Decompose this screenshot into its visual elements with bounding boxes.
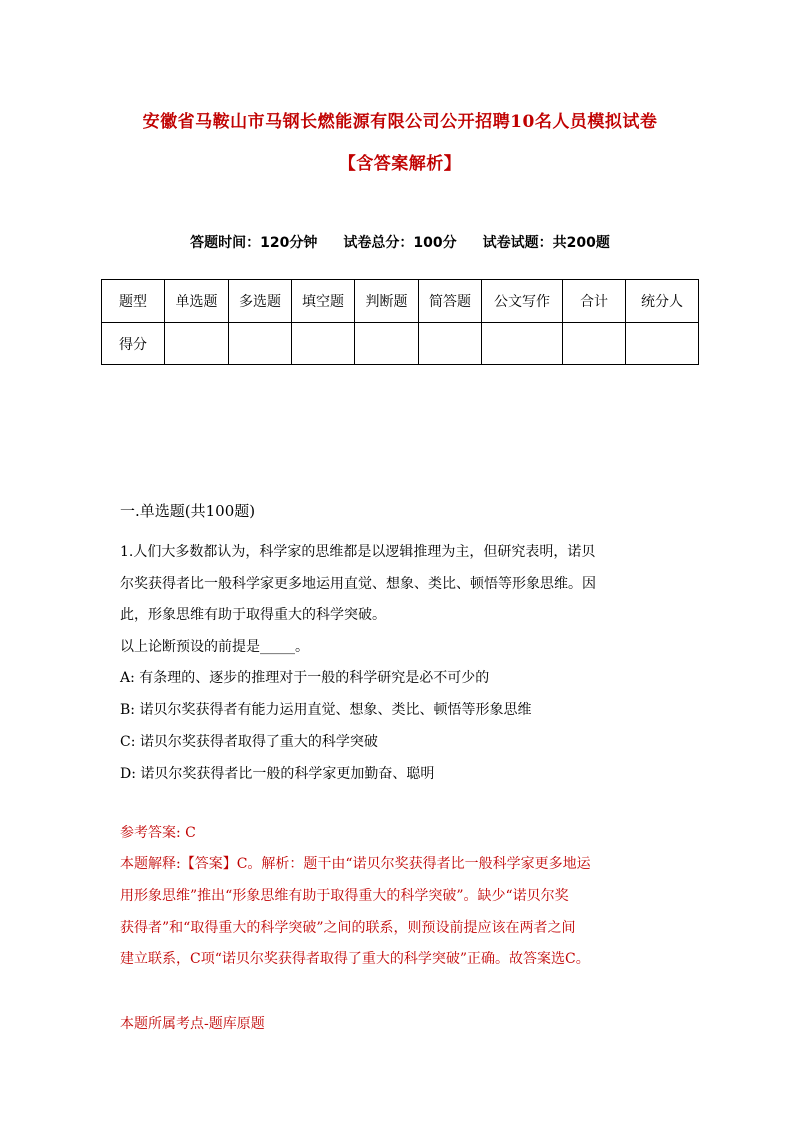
- score-cell: [563, 323, 626, 365]
- score-table: [101, 279, 699, 365]
- score-row-label: 得分: [102, 323, 165, 365]
- score-table-header: 单选题: [165, 280, 229, 323]
- score-table-header-row: [102, 280, 699, 323]
- exam-total-questions: 试卷试题：共200题: [482, 235, 610, 251]
- option-c: C: 诺贝尔奖获得者取得了重大的科学突破: [120, 734, 378, 750]
- score-table-header: 填空题: [292, 280, 355, 323]
- explanation-line: 用形象思维”推出“形象思维有助于取得重大的科学突破”。缺少“诺贝尔奖: [120, 888, 569, 904]
- exam-time: 答题时间：120分钟: [190, 235, 318, 251]
- score-table-header: 简答题: [419, 280, 482, 323]
- score-cell: [355, 323, 419, 365]
- score-table-score-row: [102, 323, 699, 365]
- answer-line: 参考答案: C: [120, 825, 196, 841]
- exam-total-score: 试卷总分：100分: [343, 235, 457, 251]
- explanation-line: 获得者”和“取得重大的科学突破”之间的联系，则预设前提应该在两者之间: [120, 920, 576, 936]
- score-table-header: 公文写作: [482, 280, 563, 323]
- score-table-header: 合计: [563, 280, 626, 323]
- question-stem-line: 尔奖获得者比一般科学家更多地运用直觉、想象、类比、顿悟等形象思维。因: [120, 576, 596, 592]
- option-d: D: 诺贝尔奖获得者比一般的科学家更加勤奋、聪明: [120, 766, 435, 782]
- score-cell: [292, 323, 355, 365]
- score-cell: [626, 323, 699, 365]
- question-stem-line: 1.人们大多数都认为，科学家的思维都是以逻辑推理为主，但研究表明，诺贝: [120, 544, 596, 560]
- explanation-line: 本题解释:【答案】C。解析：题干由“诺贝尔奖获得者比一般科学家更多地运: [120, 856, 591, 872]
- question-stem-line: 此，形象思维有助于取得重大的科学突破。: [120, 607, 386, 623]
- option-a: A: 有条理的、逐步的推理对于一般的科学研究是必不可少的: [120, 670, 490, 686]
- option-b: B: 诺贝尔奖获得者有能力运用直觉、想象、类比、顿悟等形象思维: [120, 702, 532, 718]
- score-table-header: 统分人: [626, 280, 699, 323]
- question-prompt: 以上论断预设的前提是_____。: [120, 639, 309, 655]
- score-table-header: 判断题: [355, 280, 419, 323]
- explanation-line: 建立联系，C项“诺贝尔奖获得者取得了重大的科学突破”正确。故答案选C。: [120, 951, 590, 967]
- score-cell: [229, 323, 292, 365]
- document-title: 安徽省马鞍山市马钢长燃能源有限公司公开招聘10名人员模拟试卷: [142, 112, 658, 132]
- score-table-header: 题型: [102, 280, 165, 323]
- score-cell: [419, 323, 482, 365]
- section-heading: 一.单选题(共100题): [120, 502, 256, 520]
- question-source: 本题所属考点-题库原题: [120, 1016, 265, 1032]
- score-cell: [165, 323, 229, 365]
- score-cell: [482, 323, 563, 365]
- exam-info: [0, 232, 800, 252]
- document-subtitle: 【含答案解析】: [338, 154, 462, 174]
- score-table-header: 多选题: [229, 280, 292, 323]
